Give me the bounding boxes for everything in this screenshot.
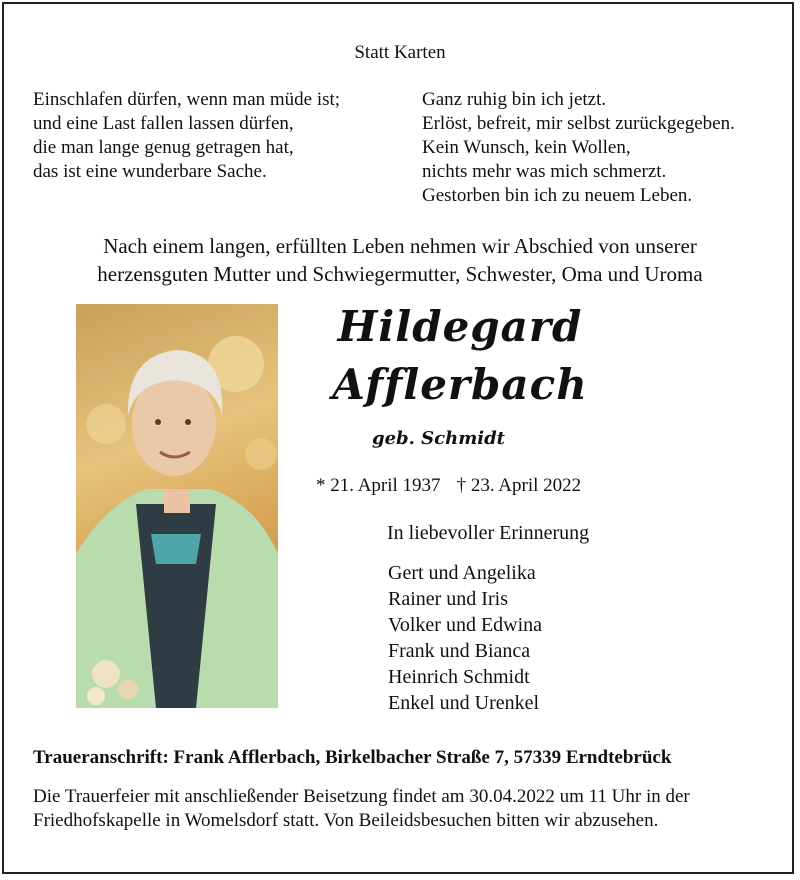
poem-line: Kein Wunsch, kein Wollen, [422,137,631,158]
poem-left [33,88,340,184]
mourner-item: Rainer und Iris [388,588,508,610]
poem-line: Ganz ruhig bin ich jetzt. [422,89,607,110]
notice-heading: Statt Karten [354,42,446,63]
poem-line: und eine Last fallen lassen dürfen, [33,113,294,134]
intro-line: Nach einem langen, erfüllten Leben nehmen wir Abschied von unserer [103,234,697,258]
service-notice [33,785,690,833]
mourner-item: Gert und Angelika [388,562,536,584]
poem-line: das ist eine wunderbare Sache. [33,161,267,182]
mourners-list [388,560,542,716]
death-date: † 23. April 2022 [456,475,582,496]
life-dates [316,475,581,497]
memory-line: In liebevoller Erinnerung [387,522,590,544]
poem-line: Einschlafen dürfen, wenn man müde ist; [33,89,341,110]
intro-line: herzensguten Mutter und Schwiegermutter, Schwester, Oma und Uroma [97,262,703,286]
mourning-address: Traueranschrift: Frank Afflerbach, Birkelbacher Straße 7, 57339 Erndtebrück [33,747,672,768]
birth-date: * 21. April 1937 [316,475,441,496]
notice-line: Friedhofskapelle in Womelsdorf statt. Von Beileidsbesuchen bitten wir abzusehen. [33,810,659,831]
poem-line: Gestorben bin ich zu neuem Leben. [422,185,693,206]
deceased-last-name: Afflerbach [332,360,588,409]
notice-line: Die Trauerfeier mit anschließender Beisetzung findet am 30.04.2022 um 11 Uhr in der [33,786,690,807]
mourner-item: Heinrich Schmidt [388,666,530,688]
poem-line: nichts mehr was mich schmerzt. [422,161,667,182]
maiden-name: geb. Schmidt [372,428,505,449]
poem-line: die man lange genug getragen hat, [33,137,294,158]
mourner-item: Volker und Edwina [388,614,543,636]
poem-line: Erlöst, befreit, mir selbst zurückgegeben. [422,113,735,134]
poem-right [422,88,735,208]
mourner-item: Enkel und Urenkel [388,692,540,714]
portrait-photo [76,304,278,708]
mourner-item: Frank und Bianca [388,640,531,662]
intro-text [0,232,800,288]
deceased-first-name: Hildegard [337,302,583,351]
